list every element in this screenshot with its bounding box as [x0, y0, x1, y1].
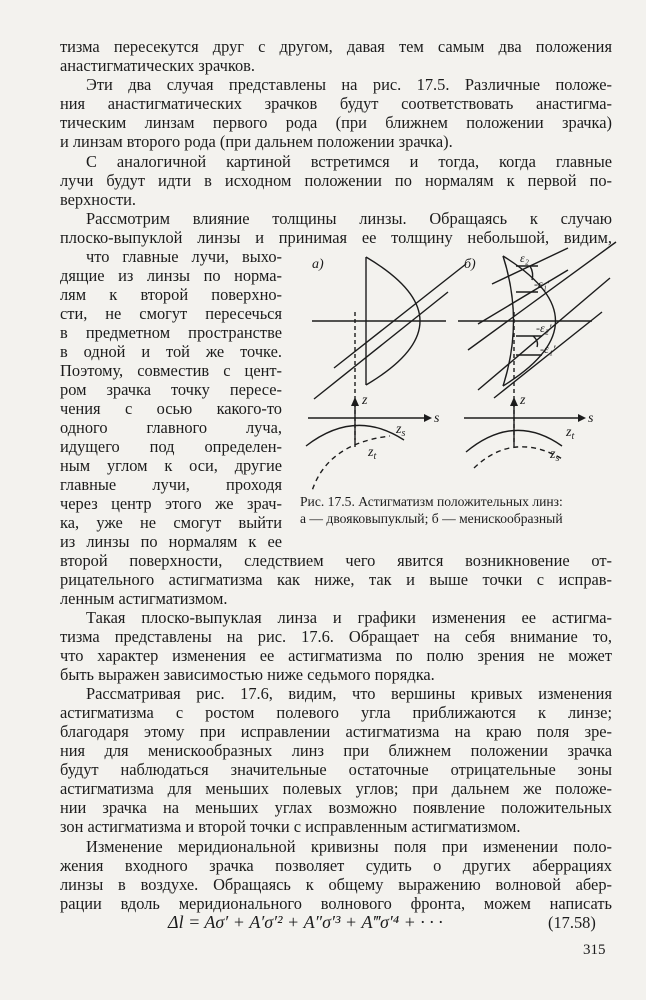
text-line: в предметном пространстве: [60, 323, 282, 342]
text-line: зон астигматизма и второй точки с исправленным астигматизмом.: [60, 817, 521, 836]
text-line: анастигматических зрачков.: [60, 56, 256, 75]
text-line: ром зрачка точку пересе-: [60, 380, 282, 399]
text-line: второй поверхности, следствием чего явится возникновение от-: [60, 551, 612, 570]
figure-caption-line: а — двояковыпуклый; б — менискообразный: [300, 511, 563, 526]
s-label-b: s: [588, 411, 594, 426]
text-line: плоско-выпуклой линзы и принимая ее толщину небольшой, видим,: [60, 228, 612, 247]
zs-label-a: $z_s$: [396, 422, 406, 439]
text-line: тическим линзам первого рода (при ближнем положении зрачка): [60, 113, 612, 132]
zt-label-b: $z_t$: [566, 425, 575, 442]
ray-a-2: [314, 292, 448, 399]
s-arrow-a: [424, 414, 432, 422]
text-line: Такая плоско-выпуклая линза и графики изменения ее астигма-: [86, 608, 612, 627]
text-line: из линзы по нормалям к ее: [60, 532, 282, 551]
text-line: быть выражен зависимостью ниже седьмого порядка.: [60, 665, 435, 684]
text-line: ным углом к оси, другие: [60, 456, 282, 475]
text-line: С аналогичной картиной встретимся и тогда, когда главные: [86, 152, 612, 171]
page-number: 315: [583, 942, 606, 958]
text-line: нии зрачка на меньших углах возможно появление положительных: [60, 798, 612, 817]
text-line: тизма представлены на рис. 17.6. Обращает на себя внимание то,: [60, 627, 612, 646]
text-line: тизма пересекутся друг с другом, давая тем самым два положения: [60, 37, 612, 56]
text-line: ния для менискообразных линз при ближнем положении зрачка: [60, 741, 612, 760]
text-line: чения с осью какого-то: [60, 399, 282, 418]
text-line: что главные лучи, выхо-: [86, 247, 282, 266]
text-line: благодаря этому при исправлении астигматизма на краю поля зре-: [60, 722, 612, 741]
text-line: одного главного луча,: [60, 418, 282, 437]
label-b: б): [464, 257, 476, 272]
text-line: ка, уже не смогут выйти: [60, 513, 282, 532]
figure-17-5: [298, 240, 618, 492]
text-line: ленным астигматизмом.: [60, 589, 228, 608]
text-line: астигматизма с ростом полевого угла приближаются к линзе;: [60, 703, 612, 722]
text-line: линзы в воздухе. Обращаясь к общему выражению волновой абер-: [60, 875, 612, 894]
text-line: Поэтому, совместив с цент-: [60, 361, 282, 380]
curve-zt-a: [310, 436, 390, 492]
text-line: ния анастигматических зрачков будут соответствовать анастигма-: [60, 94, 612, 113]
z-arrow-b: [510, 397, 518, 406]
text-line: Эти два случая представлены на рис. 17.5. Различные положе-: [86, 75, 612, 94]
label-a: а): [312, 257, 324, 272]
z-label-b: z: [520, 393, 526, 408]
text-line: жения входного зрачка позволяет судить о других аберрациях: [60, 856, 612, 875]
zs-label-b: $z_s$: [550, 447, 560, 464]
text-line: что характер изменения ее астигматизма по полю зрения не может: [60, 646, 612, 665]
s-label-a: s: [434, 411, 440, 426]
eps-arc-1: [530, 266, 533, 280]
z-label-a: z: [362, 393, 368, 408]
figure-caption-line: Рис. 17.5. Астигматизм положительных линз:: [300, 494, 563, 509]
z-arrow-a: [351, 397, 359, 406]
text-line: дящие из линзы по норма-: [60, 266, 282, 285]
zt-label-a: $z_t$: [368, 445, 377, 462]
eps1b-label: -ε₁′: [540, 342, 556, 356]
text-line: сти, не смогут пересечься: [60, 304, 282, 323]
text-line: будут наблюдаться значительные остаточные отрицательные зоны: [60, 760, 612, 779]
ray-a-1: [334, 264, 466, 368]
text-line: Изменение меридиональной кривизны поля при изменении поло-: [86, 837, 612, 856]
text-line: Рассмотрим влияние толщины линзы. Обращаясь к случаю: [86, 209, 612, 228]
text-line: верхности.: [60, 190, 136, 209]
text-line: и линзам второго рода (при дальнем положении зрачка).: [60, 132, 453, 151]
text-line: рации вдоль меридионального волнового фронта, можем написать: [60, 894, 612, 913]
text-line: Рассматривая рис. 17.6, видим, что вершины кривых изменения: [86, 684, 612, 703]
equation-number: (17.58): [548, 913, 596, 932]
text-line: через центр этого же зрач-: [60, 494, 282, 513]
text-line: рицательного астигматизма как ниже, так и выше точки с исправ-: [60, 570, 612, 589]
eps2b-label: -ε₂′: [536, 321, 552, 335]
eps2-label: ε₂: [520, 251, 529, 265]
s-arrow-b: [578, 414, 586, 422]
text-line: астигматизма для меньших полевых углов; при дальнем же положе-: [60, 779, 612, 798]
text-line: лям к второй поверхно-: [60, 285, 282, 304]
text-line: главные лучи, проходя: [60, 475, 282, 494]
eps1-label: -ε₁′: [534, 277, 550, 291]
text-line: лучи будут идти в исходном положении по нормалям к первой по-: [60, 171, 612, 190]
text-line: в одной и той же точке.: [60, 342, 282, 361]
text-line: идущего под определен-: [60, 437, 282, 456]
equation: Δl = Aσ′ + A′σ′² + A″σ′³ + A‴σ′⁴ + · · ·: [168, 912, 443, 932]
